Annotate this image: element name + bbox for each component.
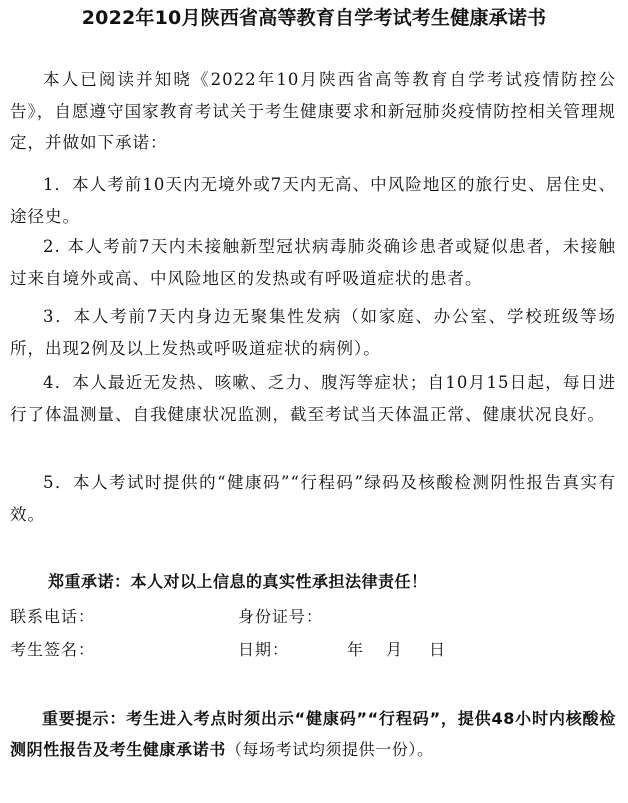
signature-field-label: 考生签名： [10, 640, 96, 659]
id-number-field-label: 身份证号： [238, 607, 324, 626]
date-field [238, 636, 446, 664]
year-label: 年 [347, 640, 365, 659]
pledge-item-2: 2. 本人考前7天内未接触新型冠状病毒肺炎确诊患者或疑似患者，未接触过来自境外或高、中风险地区的发热或有呼吸道症状的患者。 [10, 237, 616, 288]
solemn-pledge: 郑重承诺：本人对以上信息的真实性承担法律责任！ [48, 572, 428, 591]
intro-paragraph: 本人已阅读并知晓《2022年10月陕西省高等教育自学考试疫情防控公告》，自愿遵守国家教育考试关于考生健康要求和新冠肺炎疫情防控相关管理规定，并做如下承诺： [10, 70, 616, 152]
day-label: 日 [429, 640, 447, 659]
date-label: 日期： [238, 640, 290, 659]
pledge-item-3: 3．本人考前7天内身边无聚集性发病（如家庭、办公室、学校班级等场所，出现2例及以上发热或呼吸道症状的病例）。 [10, 307, 616, 358]
important-notice [10, 703, 616, 765]
phone-field-label: 联系电话： [10, 607, 96, 626]
pledge-item-1: 1．本人考前10天内无境外或7天内无高、中风险地区的旅行史、居住史、途径史。 [10, 175, 616, 226]
document-title: 2022年10月陕西省高等教育自学考试考生健康承诺书 [81, 7, 547, 29]
notice-bold-text: 重要提示：考生进入考点时须出示“健康码”“行程码”，提供48小时内核酸检测阴性报告及考生健康承诺书 [10, 709, 616, 759]
pledge-item-5: 5．本人考试时提供的“健康码”“行程码”绿码及核酸检测阴性报告真实有效。 [10, 473, 616, 524]
month-label: 月 [386, 640, 404, 659]
notice-normal-text: （每场考试均须提供一份）。 [225, 740, 434, 759]
pledge-item-4: 4．本人最近无发热、咳嗽、乏力、腹泻等症状；自10月15日起，每日进行了体温测量、自我健康状况监测，截至考试当天体温正常、健康状况良好。 [10, 373, 616, 424]
